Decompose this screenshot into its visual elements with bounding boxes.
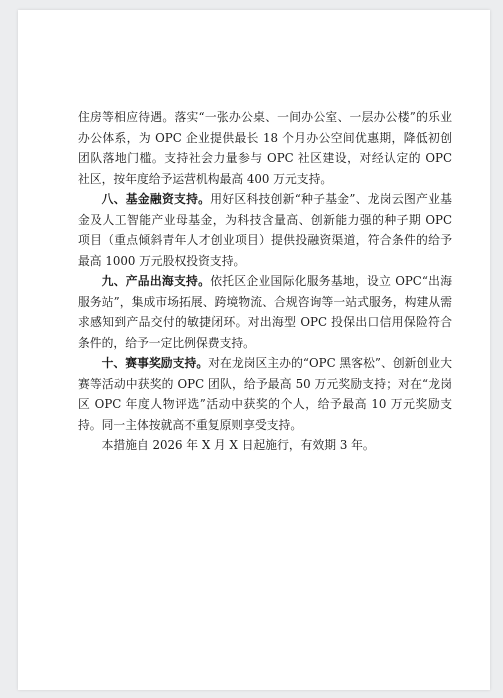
section-body: 依托区企业国际化服务基地，设立 OPC“出海服务站”，集成市场拓展、跨境物流、合规咨询等一站式服务，构建从需求感知到产品交付的敏捷闭环。对出海型 OPC 投保出口信用保险符合条件的，给予一定比例保费支持。	[78, 274, 452, 350]
section-heading: 十、赛事奖励支持。	[101, 356, 209, 370]
section-competition-award	[78, 353, 452, 435]
document-page	[18, 10, 490, 690]
document-body	[78, 107, 452, 456]
section-fund-financing	[78, 189, 452, 271]
section-body: 对在龙岗区主办的“OPC 黑客松”、创新创业大赛等活动中获奖的 OPC 团队，给予最高 50 万元奖励支持；对在“龙岗区 OPC 年度人物评选”活动中获奖的个人，给予最高 10 万元奖励支持。同一主体按就高不重复原则享受支持。	[78, 356, 452, 432]
section-heading: 九、产品出海支持。	[101, 274, 211, 288]
section-body: 用好区科技创新“种子基金”、龙岗云图产业基金及人工智能产业母基金，为科技含量高、创新能力强的种子期 OPC 项目（重点倾斜青年人才创业项目）提供投融资渠道，符合条件的给予最高 1000 万元股权投资支持。	[78, 192, 452, 268]
closing-statement: 本措施自 2026 年 X 月 X 日起施行，有效期 3 年。	[101, 438, 375, 452]
paragraph-continuation: 住房等相应待遇。落实“一张办公桌、一间办公室、一层办公楼”的乐业办公体系，为 OPC 企业提供最长 18 个月办公空间优惠期，降低初创团队落地门槛。支持社会力量参与 OPC 社区建设，对经认定的 OPC 社区，按年度给予运营机构最高 400 万元支持。	[78, 110, 452, 186]
section-product-overseas	[78, 271, 452, 353]
section-heading: 八、基金融资支持。	[101, 192, 211, 206]
